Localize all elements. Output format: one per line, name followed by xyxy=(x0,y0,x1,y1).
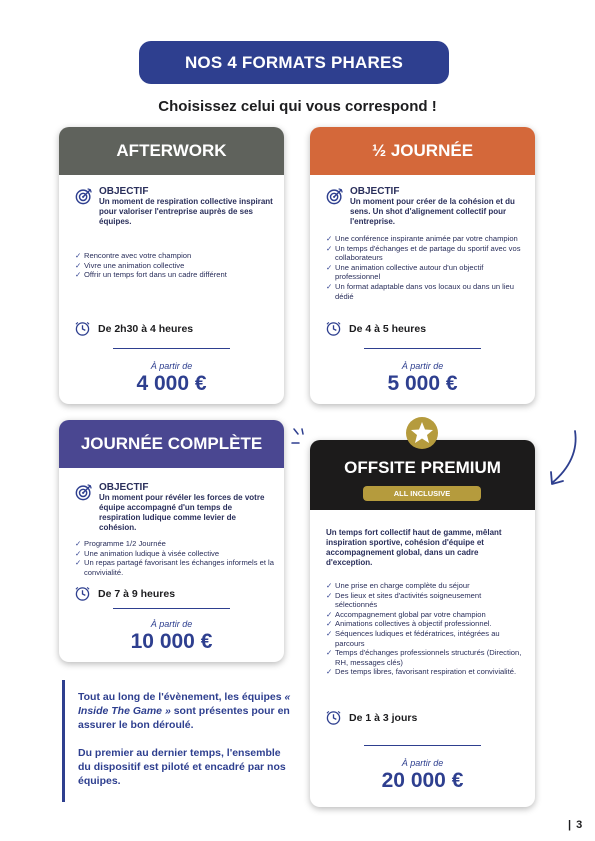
card-afterwork-duration xyxy=(75,321,193,336)
list-item: ✓ Une animation collective autour d'un objectif professionnel xyxy=(326,263,525,282)
card-offsite-premium-duration xyxy=(326,710,417,725)
star-icon xyxy=(405,416,439,450)
list-item: ✓ Offrir un temps fort dans un cadre différent xyxy=(75,270,274,280)
divider xyxy=(364,348,481,349)
page-separator: | xyxy=(568,819,572,831)
divider xyxy=(364,745,481,746)
card-half-day-objective xyxy=(326,186,526,227)
card-full-day-duration xyxy=(75,586,175,601)
list-item: ✓ Accompagnement global par votre champion xyxy=(326,610,525,620)
duration-text: De 2h30 à 4 heures xyxy=(98,322,194,335)
list-item: ✓ Programme 1/2 Journée xyxy=(75,539,274,549)
page-number-value: 3 xyxy=(576,819,583,831)
price-value: 20 000 € xyxy=(381,769,464,792)
section-title-pill xyxy=(139,41,449,84)
list-item: ✓ Un repas partagé favorisant les échanges informels et la convivialité. xyxy=(75,558,274,577)
card-offsite-premium xyxy=(310,440,535,807)
card-full-day-objective xyxy=(75,482,275,533)
price-from-label: À partir de xyxy=(150,361,193,371)
card-afterwork-header xyxy=(59,127,284,175)
card-half-day-header xyxy=(310,127,535,175)
team-note-paragraph-2: Du premier au dernier temps, l'ensemble du dispositif est piloté et encadré par nos équipes. xyxy=(78,747,286,787)
card-full-day-list xyxy=(75,539,274,577)
page-number xyxy=(568,819,587,831)
target-icon xyxy=(326,187,344,205)
target-icon xyxy=(75,187,93,205)
duration-text: De 7 à 9 heures xyxy=(98,587,176,600)
card-full-day xyxy=(59,420,284,662)
section-subtitle: Choisissez celui qui vous correspond ! xyxy=(158,98,437,115)
clock-icon xyxy=(326,321,341,336)
target-icon xyxy=(75,483,93,501)
list-item: ✓ Séquences ludiques et fédératrices, intégrées au parcours xyxy=(326,629,525,648)
card-afterwork-title: AFTERWORK xyxy=(116,141,227,160)
objective-text: Un moment pour révéler les forces de votre équipe accompagné d'un temps de respiration ludique comme levier de cohésion. xyxy=(99,493,265,532)
list-item: ✓ Une conférence inspirante animée par votre champion xyxy=(326,234,525,244)
arrow-icon xyxy=(542,428,582,490)
card-afterwork xyxy=(59,127,284,404)
list-item: ✓ Rencontre avec votre champion xyxy=(75,251,274,261)
section-title: NOS 4 FORMATS PHARES xyxy=(184,52,404,72)
card-afterwork-objective xyxy=(75,186,275,227)
card-half-day-list xyxy=(326,234,525,301)
list-item: ✓ Des temps libres, favorisant respiration et convivialité. xyxy=(326,667,525,677)
brand-name: « Inside The Game » xyxy=(78,691,291,717)
list-item: ✓ Animations collectives à objectif professionnel. xyxy=(326,619,525,629)
card-offsite-premium-title: OFFSITE PREMIUM xyxy=(344,458,501,477)
clock-icon xyxy=(75,321,90,336)
objective-label: OBJECTIF xyxy=(99,482,149,493)
price-from-label: À partir de xyxy=(401,758,444,768)
card-half-day-duration xyxy=(326,321,426,336)
price-value: 5 000 € xyxy=(387,372,458,395)
card-offsite-premium-header xyxy=(310,440,535,510)
list-item: ✓ Une prise en charge complète du séjour xyxy=(326,581,525,591)
clock-icon xyxy=(326,710,341,725)
divider xyxy=(113,348,230,349)
list-item: ✓ Temps d'échanges professionnels structurés (Direction, RH, messages clés) xyxy=(326,648,525,667)
team-note xyxy=(62,680,293,802)
price-from-label: À partir de xyxy=(150,619,193,629)
price-value: 10 000 € xyxy=(130,630,213,653)
card-half-day-title: ½ JOURNÉE xyxy=(371,141,474,160)
objective-label: OBJECTIF xyxy=(350,186,400,197)
list-item: ✓ Un temps d'échanges et de partage du sportif avec vos collaborateurs xyxy=(326,244,525,263)
divider xyxy=(113,608,230,609)
team-note-paragraph-1: Tout au long de l'évènement, les équipes « Inside The Game » sont présentes pour en assurer le bon déroulé. xyxy=(78,691,291,731)
duration-text: De 4 à 5 heures xyxy=(349,322,427,335)
card-afterwork-list xyxy=(75,251,274,280)
card-full-day-title: JOURNÉE COMPLÈTE xyxy=(80,434,263,453)
list-item: ✓ Une animation ludique à visée collective xyxy=(75,549,274,559)
duration-text: De 1 à 3 jours xyxy=(349,711,418,724)
all-inclusive-badge: ALL INCLUSIVE xyxy=(363,486,481,501)
objective-text: Un moment de respiration collective inspirant pour valoriser l'entreprise auprès de ses équipes. xyxy=(99,197,273,226)
sparkle-icon xyxy=(290,427,312,449)
list-item: ✓ Un format adaptable dans vos locaux ou dans un lieu dédié xyxy=(326,282,525,301)
card-half-day xyxy=(310,127,535,404)
objective-label: OBJECTIF xyxy=(99,186,149,197)
card-offsite-premium-list xyxy=(326,581,525,677)
price-from-label: À partir de xyxy=(401,361,444,371)
list-item: ✓ Vivre une animation collective xyxy=(75,261,274,271)
price-value: 4 000 € xyxy=(136,372,207,395)
clock-icon xyxy=(75,586,90,601)
card-offsite-premium-intro: Un temps fort collectif haut de gamme, mêlant inspiration sportive, cohésion d'équipe et accompagnement global, dans un cadre d'exception. xyxy=(326,528,502,567)
objective-text: Un moment pour créer de la cohésion et du sens. Un shot d'alignement collectif pour l'entreprise. xyxy=(350,197,515,226)
card-full-day-header xyxy=(59,420,284,468)
list-item: ✓ Des lieux et sites d'activités soigneusement sélectionnés xyxy=(326,591,525,610)
